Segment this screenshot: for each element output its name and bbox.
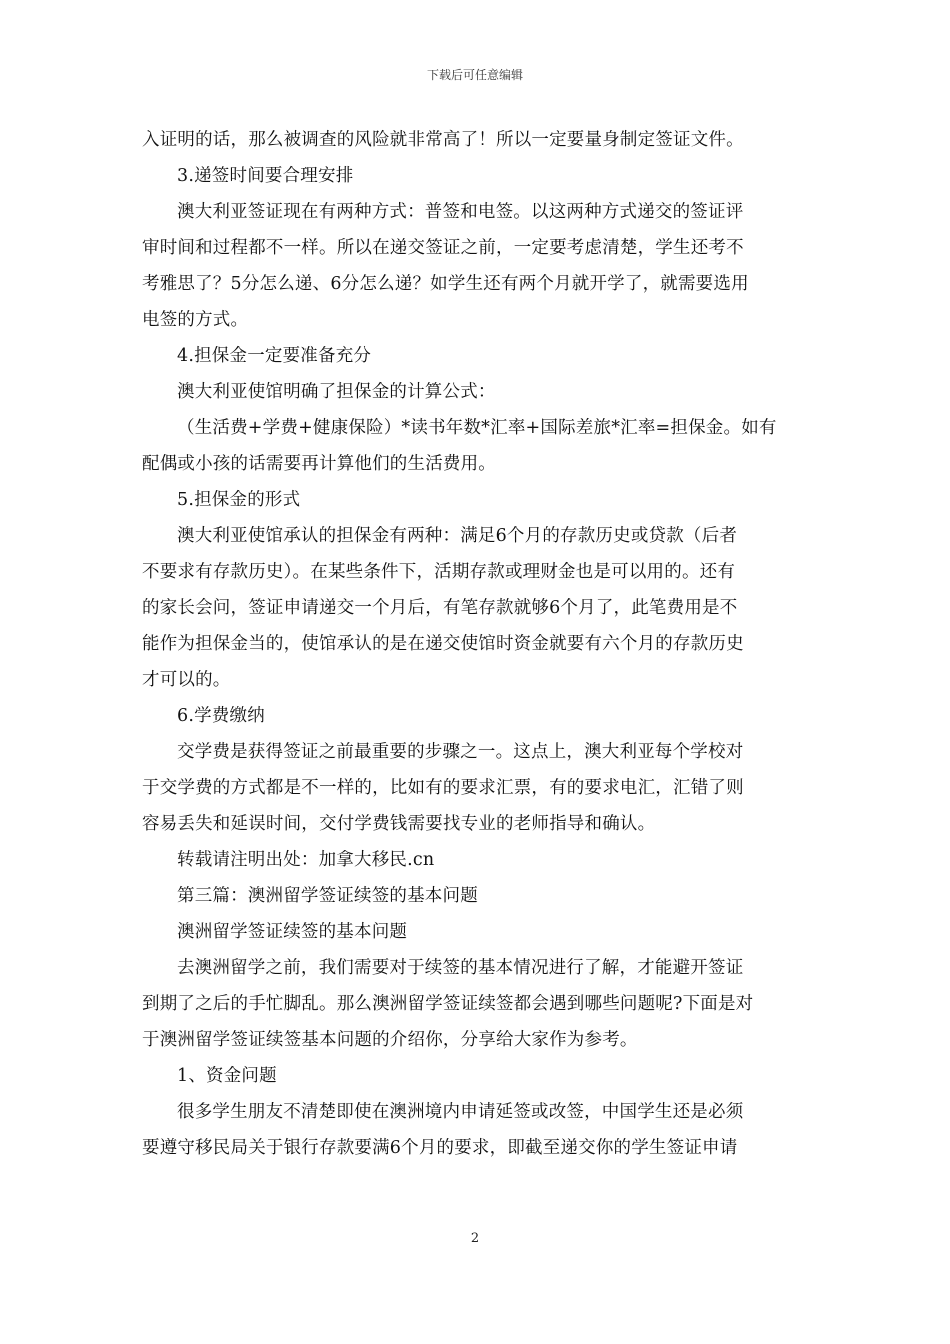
page-number: 2 [470, 1231, 480, 1246]
document-body [142, 122, 806, 1166]
paragraph-line: 审时间和过程都不一样。所以在递交签证之前，一定要考虑清楚，学生还考不 [142, 238, 744, 258]
paragraph-line: 到期了之后的手忙脚乱。那么澳洲留学签证续签都会遇到哪些问题呢?下面是对 [142, 994, 754, 1014]
paragraph-line: 能作为担保金当的，使馆承认的是在递交使馆时资金就要有六个月的存款历史 [142, 634, 744, 654]
paragraph-line: 配偶或小孩的话需要再计算他们的生活费用。 [142, 454, 496, 474]
paragraph-line: 要遵守移民局关于银行存款要满6个月的要求，即截至递交你的学生签证申请 [142, 1138, 738, 1158]
paragraph-line: 澳大利亚使馆承认的担保金有两种：满足6个月的存款历史或贷款（后者 [177, 526, 738, 546]
section-heading: 1、资金问题 [177, 1066, 277, 1086]
paragraph-line: 容易丢失和延误时间，交付学费钱需要找专业的老师指导和确认。 [142, 814, 656, 834]
section-heading: 5.担保金的形式 [177, 490, 301, 510]
paragraph-line: 澳大利亚使馆明确了担保金的计算公式： [177, 382, 496, 402]
source-note: 转载请注明出处：加拿大移民.cn [177, 850, 435, 870]
section-heading: 6.学费缴纳 [177, 706, 265, 726]
paragraph-line: 电签的方式。 [142, 310, 249, 330]
section-heading: 4.担保金一定要准备充分 [177, 346, 372, 366]
page-header: 下载后可任意编辑 [426, 68, 523, 82]
paragraph-line: 交学费是获得签证之前最重要的步骤之一。这点上，澳大利亚每个学校对 [177, 742, 744, 762]
formula-line: （生活费+学费+健康保险）*读书年数*汇率+国际差旅*汇率=担保金。如有 [177, 418, 777, 438]
paragraph-line: 不要求有存款历史）。在某些条件下，活期存款或理财金也是可以用的。还有 [142, 562, 736, 582]
paragraph-line: 才可以的。 [142, 670, 231, 690]
section-heading: 3.递签时间要合理安排 [177, 166, 354, 186]
article-subtitle: 澳洲留学签证续签的基本问题 [177, 922, 408, 942]
paragraph-line: 于澳洲留学签证续签基本问题的介绍你，分享给大家作为参考。 [142, 1030, 638, 1050]
article-title: 第三篇：澳洲留学签证续签的基本问题 [177, 886, 478, 906]
paragraph-line: 的家长会问，签证申请递交一个月后，有笔存款就够6个月了，此笔费用是不 [142, 598, 738, 618]
paragraph-line: 澳大利亚签证现在有两种方式：普签和电签。以这两种方式递交的签证评 [177, 202, 744, 222]
paragraph-line: 去澳洲留学之前，我们需要对于续签的基本情况进行了解，才能避开签证 [177, 958, 744, 978]
paragraph-line: 于交学费的方式都是不一样的，比如有的要求汇票，有的要求电汇，汇错了则 [142, 778, 744, 798]
paragraph-line: 考雅思了？5分怎么递、6分怎么递？如学生还有两个月就开学了，就需要选用 [142, 274, 749, 294]
paragraph-line: 入证明的话，那么被调查的风险就非常高了！所以一定要量身制定签证文件。 [142, 130, 744, 150]
paragraph-line: 很多学生朋友不清楚即使在澳洲境内申请延签或改签，中国学生还是必须 [177, 1102, 744, 1122]
